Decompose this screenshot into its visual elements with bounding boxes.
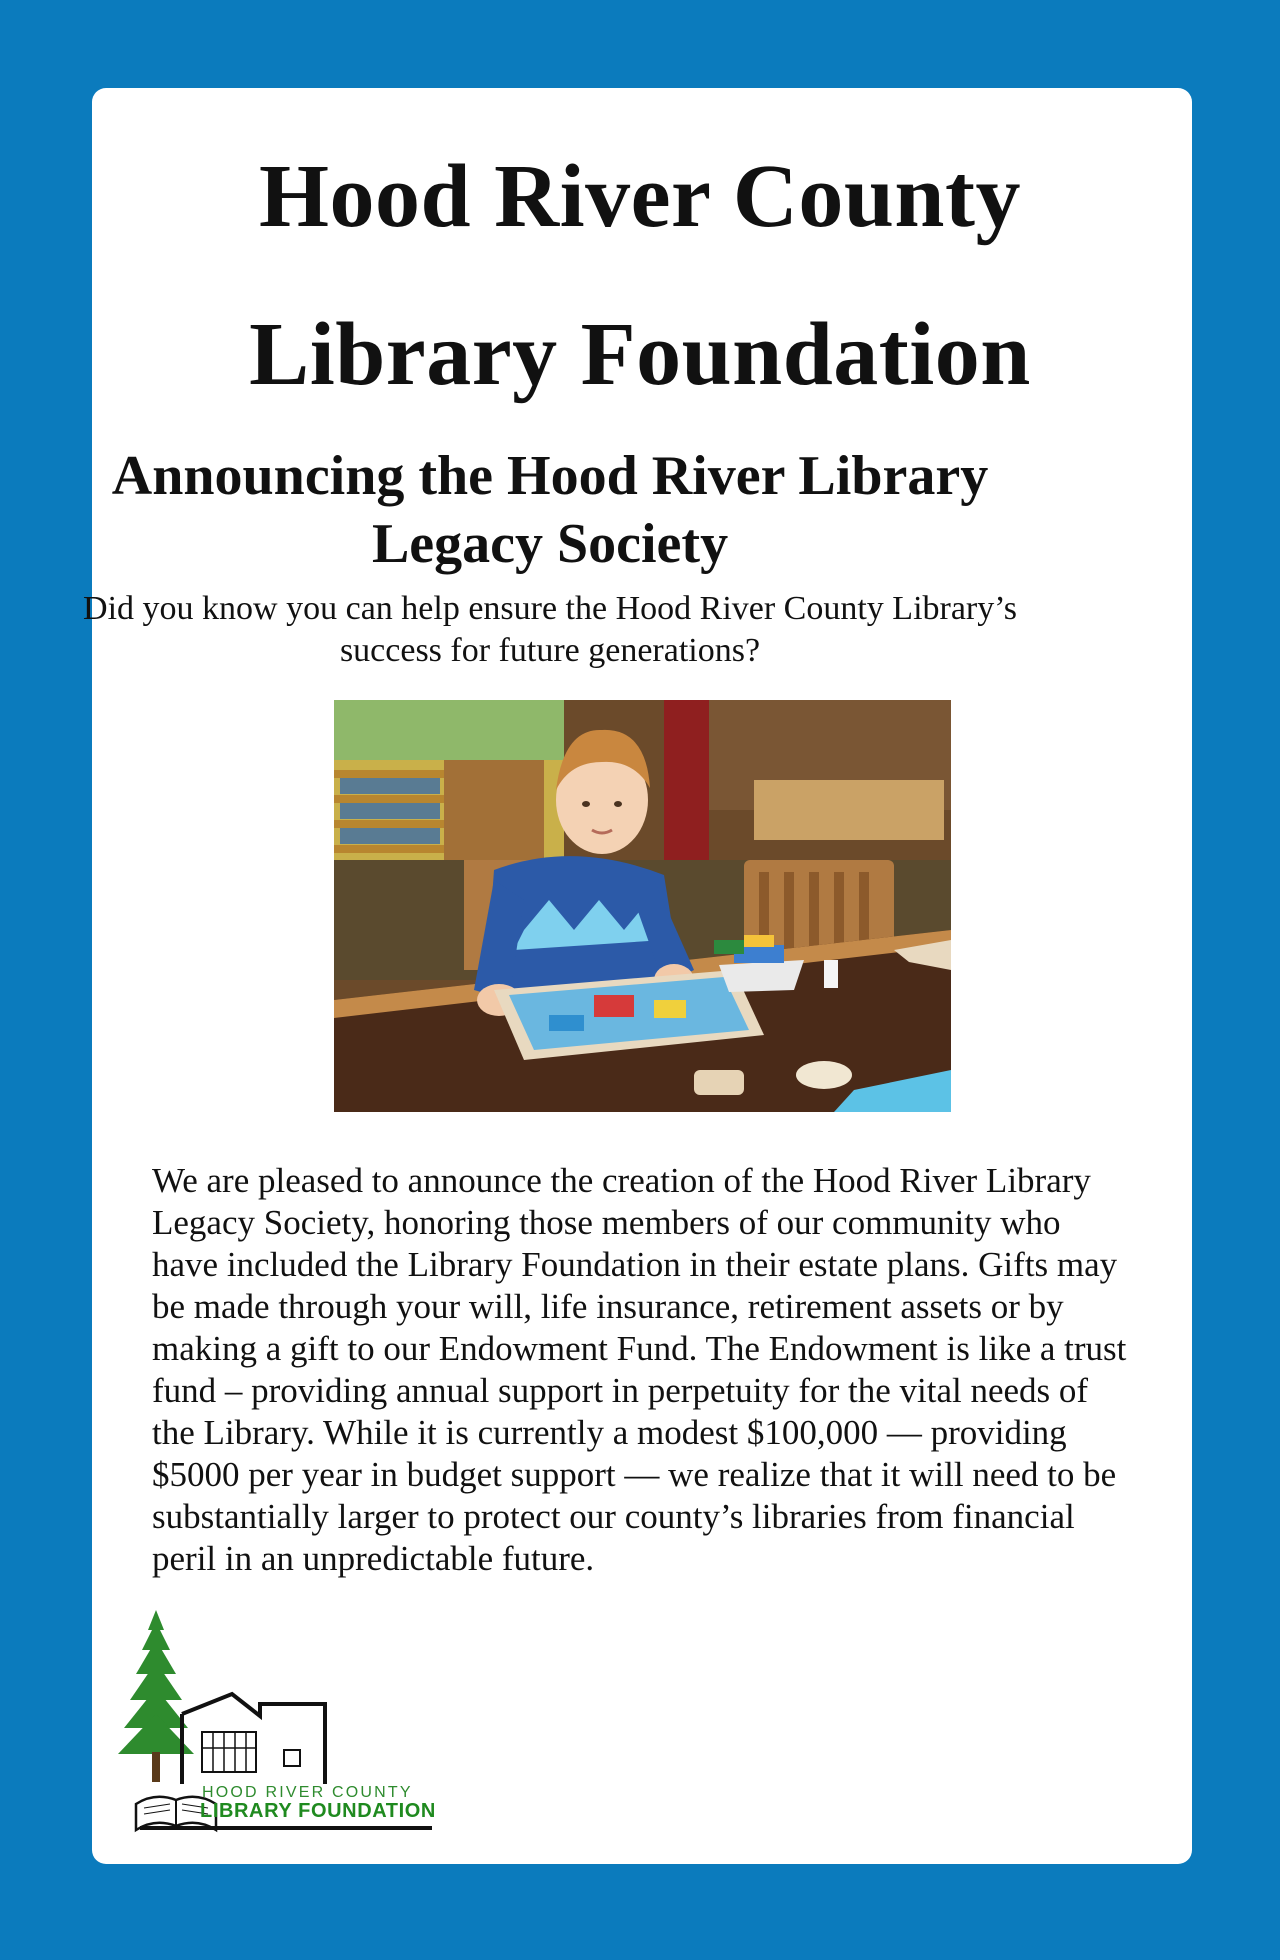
page-title (0, 118, 1280, 434)
title-line-2: Library Foundation (249, 305, 1031, 404)
child-puzzle-photo (334, 700, 951, 1112)
logo-text-county: HOOD RIVER COUNTY (202, 1784, 413, 1801)
logo-text-foundation: LIBRARY FOUNDATION (200, 1800, 436, 1822)
library-foundation-logo (100, 1604, 440, 1834)
lead-question: Did you know you can help ensure the Hood River County Library’s success for future generations? (83, 590, 1017, 669)
body-paragraph: We are pleased to announce the creation of the Hood River Library Legacy Society, honoring those members of our community who have included the Library Foundation in their estate plans. Gifts may be made through your will, life insurance, retirement assets or by making a gift to our Endowment Fund. The Endowment is like a trust fund – providing annual support in perpetuity for the vital needs of the Library. While it is currently a modest $100,000 — providing $5000 per year in budget support — we realize that it will need to be substantially larger to protect our county’s libraries from financial peril in an unpredictable future. (152, 1161, 1127, 1578)
title-line-1: Hood River County (259, 147, 1021, 246)
announcement-heading: Announcing the Hood River Library Legacy Society (111, 445, 989, 575)
